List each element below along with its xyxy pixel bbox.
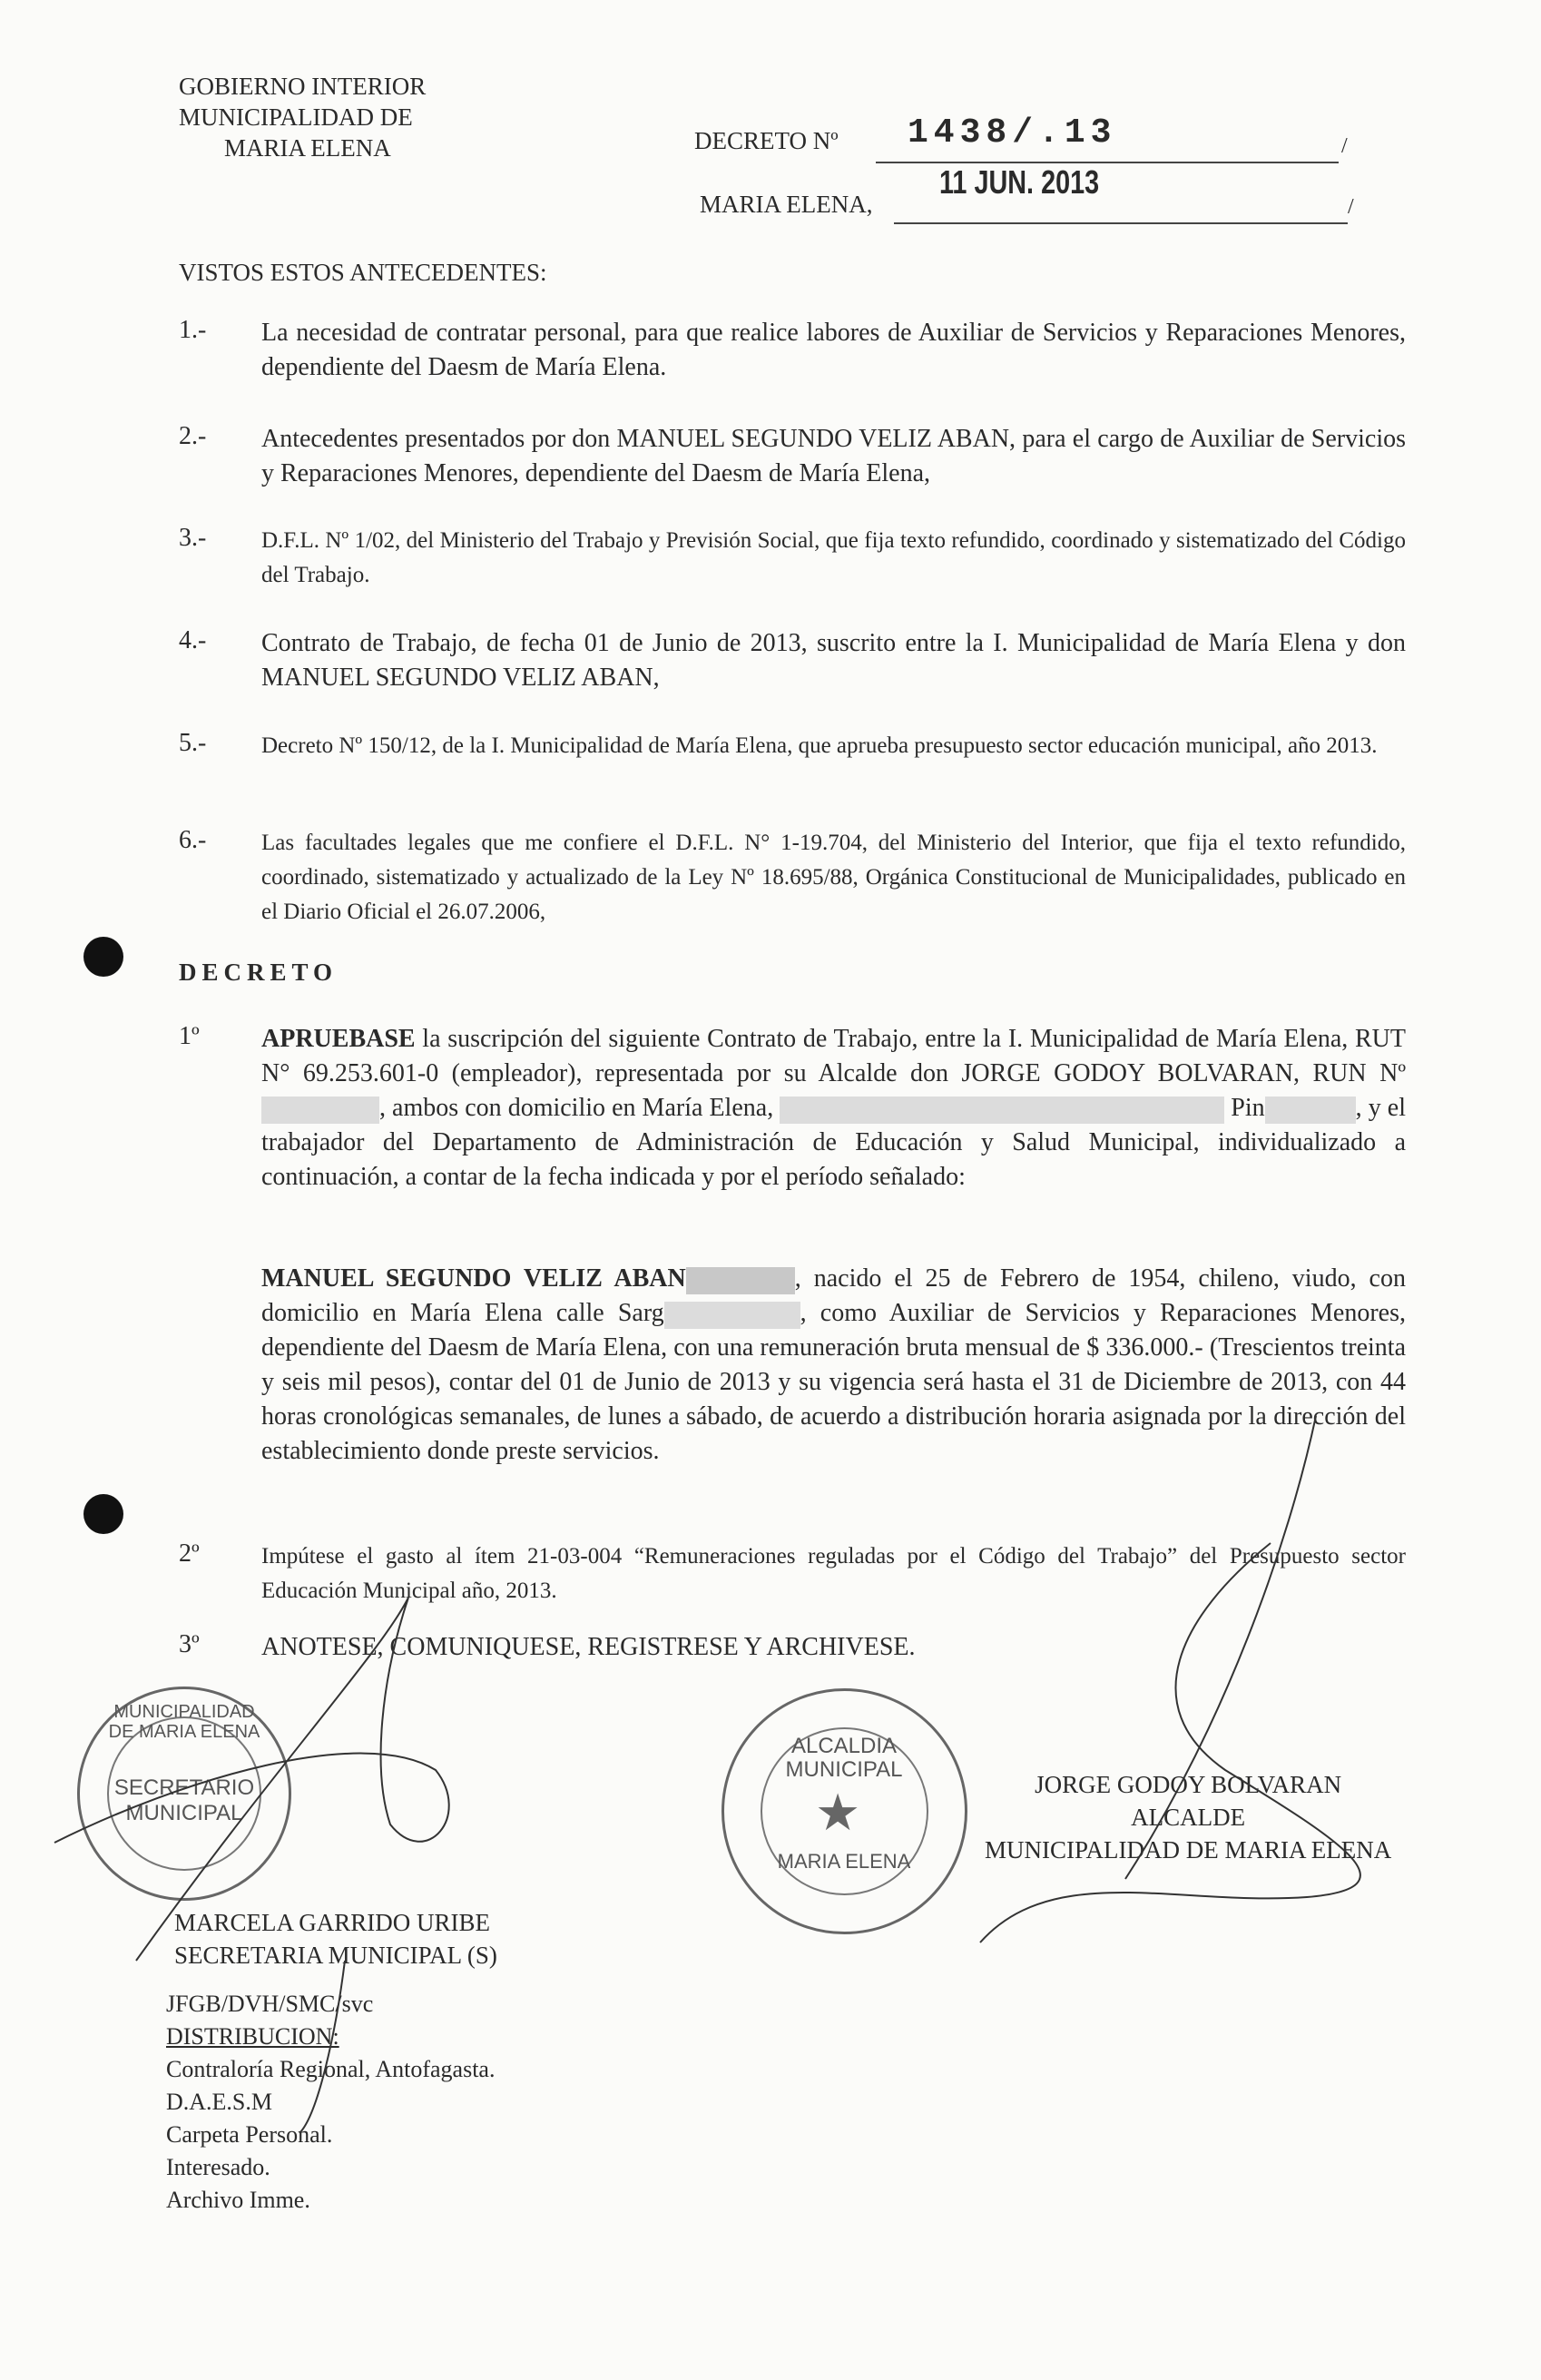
item-text: Contrato de Trabajo, de fecha 01 de Junio de 2013, suscrito entre la I. Municipalidad de María Elena y don MANUEL SEGUNDO VELIZ ABAN, [261, 629, 1406, 692]
issuer-line: MARIA ELENA [224, 134, 391, 162]
distribution-item: Contraloría Regional, Antofagasta. [166, 2056, 496, 2082]
signer-title: ALCALDE [1131, 1804, 1246, 1831]
decree-number: 1438/.13 [908, 113, 1117, 152]
seal-line: SECRETARIO [113, 1775, 255, 1800]
text-run: la suscripción del siguiente Contrato de Trabajo, entre la I. Municipalidad de María Elena, RUT N° 69.253.601-0 (empleador), representada por su Alcalde don JORGE GODOY BOLVARAN, RUN Nº [261, 1025, 1406, 1087]
signer-name: JORGE GODOY BOLVARAN [1035, 1771, 1342, 1798]
distribution-item: Carpeta Personal. [166, 2121, 333, 2148]
initials: JFGB/DVH/SMC/svc [166, 1991, 374, 2017]
article-text: ANOTESE, COMUNIQUESE, REGISTRESE Y ARCHIVESE. [261, 1633, 916, 1661]
issuer-line: GOBIERNO INTERIOR [179, 73, 427, 100]
vistos-title: VISTOS ESTOS ANTECEDENTES: [179, 259, 547, 286]
article-number: 3º [179, 1630, 200, 1658]
article-number: 2º [179, 1539, 200, 1568]
slash: / [1348, 195, 1354, 219]
decree-number-label: DECRETO Nº [694, 127, 839, 154]
item-text: La necesidad de contratar personal, para que realice labores de Auxiliar de Servicios y Reparaciones Menores, dependiente del Daesm de María Elena. [261, 319, 1406, 381]
place-label: MARIA ELENA, [700, 191, 873, 218]
article-text: Impútese el gasto al ítem 21-03-004 “Remuneraciones reguladas por el Código del Trabajo” del Presupuesto sector Educación Municipal año, 2013. [261, 1544, 1406, 1603]
distribution-title: DISTRIBUCION: [166, 2023, 339, 2050]
signer-name: MARCELA GARRIDO URIBE [174, 1909, 491, 1936]
approve-keyword: APRUEBASE [261, 1025, 416, 1053]
seal-bottom-text: MARIA ELENA [777, 1850, 911, 1873]
item-number: 5.- [179, 729, 207, 757]
item-text: Las facultades legales que me confiere el D.F.L. N° 1-19.704, del Ministerio del Interior, que fija el texto refundido, coordinado, sistematizado y actualizado de la Ley Nº 18.695/88, Orgánica Constitucional de Municipalidades, publicado en el Diario Oficial el 26.07.2006, [261, 831, 1406, 924]
text-run: , y el trabajador del Departamento de Administración de Educación y Salud Municipal, individualizado a continuación, a contar de la fecha indicada y por el período señalado: [261, 1094, 1406, 1191]
signer-title: SECRETARIA MUNICIPAL (S) [174, 1942, 497, 1969]
item-number: 1.- [179, 316, 207, 344]
distribution-item: Archivo Imme. [166, 2187, 310, 2213]
seal-top-text: ALCALDIA MUNICIPAL [785, 1734, 903, 1782]
article-number: 1º [179, 1022, 200, 1050]
secretary-signature-stroke [54, 1598, 449, 1961]
item-number: 6.- [179, 826, 207, 854]
decreto-title: DECRETO [179, 959, 339, 986]
coat-of-arms-icon: ★ [815, 1785, 861, 1842]
worker-name: MANUEL SEGUNDO VELIZ ABAN [261, 1264, 686, 1293]
item-number: 4.- [179, 626, 207, 654]
text-run: , nacido el 25 de Febrero de 1954, chileno, viudo, con domicilio en María Elena calle Sarg [261, 1264, 1406, 1327]
item-text: Antecedentes presentados por don MANUEL SEGUNDO VELIZ ABAN, para el cargo de Auxiliar de Servicios y Reparaciones Menores, dependiente del Daesm de María Elena, [261, 425, 1406, 487]
item-text: D.F.L. Nº 1/02, del Ministerio del Trabajo y Previsión Social, que fija texto refundido, coordinado y sistematizado del Código del Trabajo. [261, 528, 1406, 587]
signer-org: MUNICIPALIDAD DE MARIA ELENA [985, 1836, 1392, 1864]
secretary-initials-stroke [299, 1961, 345, 2133]
date-stamp: 11 JUN. 2013 [939, 163, 1100, 201]
item-number: 2.- [179, 422, 207, 450]
mayor-signature-stroke [980, 1543, 1360, 1942]
seal-line: MUNICIPAL [125, 1801, 243, 1825]
distribution-item: Interesado. [166, 2154, 270, 2180]
issuer-line: MUNICIPALIDAD DE [179, 103, 413, 131]
text-run: Pin [1224, 1094, 1265, 1122]
slash: / [1341, 134, 1348, 158]
item-text: Decreto Nº 150/12, de la I. Municipalidad de María Elena, que aprueba presupuesto sector educación municipal, año 2013. [261, 733, 1378, 758]
seal-ring-text: MUNICIPALIDAD DE MARIA ELENA [108, 1702, 260, 1742]
text-run: , como Auxiliar de Servicios y Reparaciones Menores, dependiente del Daesm de María Elena, con una remuneración bruta mensual de $ 336.000.- (Trescientos treinta y seis mil pesos), contar del 01 de Junio de 2013 y su vigencia será hasta el 31 de Diciembre de 2013, con 44 horas cronológicas semanales, de lunes a sábado, de acuerdo a distribución horaria asignada por la dirección del establecimiento donde preste servicios. [261, 1299, 1406, 1465]
text-run: , ambos con domicilio en María Elena, [379, 1094, 780, 1122]
item-number: 3.- [179, 524, 207, 552]
distribution-item: D.A.E.S.M [166, 2089, 273, 2115]
